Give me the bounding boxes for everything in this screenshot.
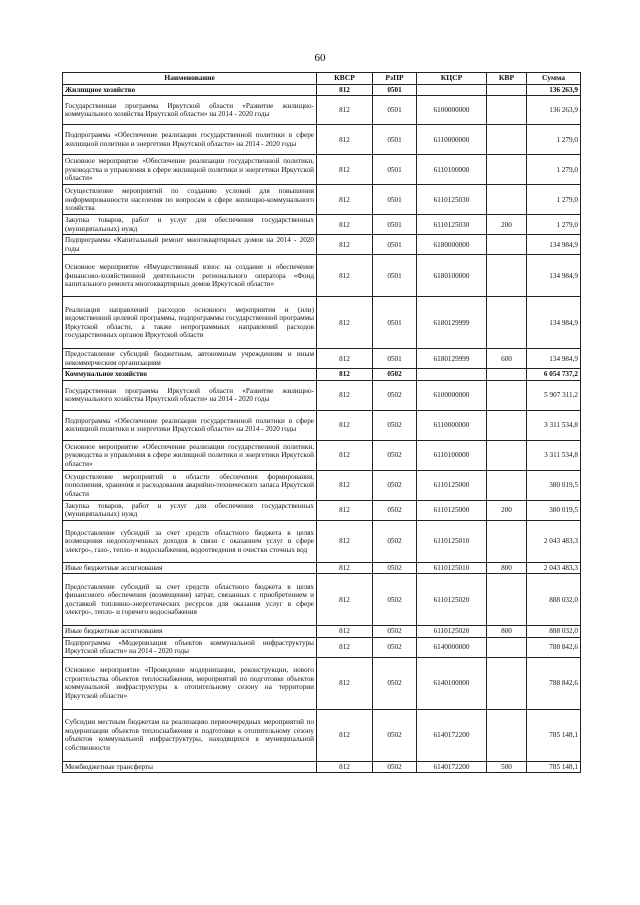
row-name: Коммунальное хозяйство [63,369,317,380]
row-kcsr: 6110125000 [417,470,487,500]
row-name: Реализация направлений расходов основного мероприятия и (или) ведомственной целевой программы, подпрограммы государственной программы Иркутской области, а также непрограммных направлений расходов государственных органов Иркутской области [63,297,317,349]
row-kvr: 800 [487,626,527,637]
table-row [63,96,581,125]
row-rzpr: 0502 [373,500,417,520]
row-kvr [487,657,527,709]
row-name: Основное мероприятие «Проведение модернизации, реконструкции, нового строительства объектов теплоснабжения, мероприятий по подготовке объектов коммунальной инфраструктуры к отопительному сезону на территории Иркутской области» [63,657,317,709]
page-number: 60 [314,52,326,64]
row-sum: 785 148,1 [527,709,581,761]
row-kvsr: 812 [317,440,373,470]
table-body [63,84,581,772]
row-kcsr: 6180129999 [417,349,487,369]
row-kcsr: 6100000000 [417,96,487,125]
row-rzpr: 0502 [373,369,417,380]
table-row [63,297,581,349]
row-kvsr: 812 [317,185,373,215]
row-sum: 136 263,9 [527,96,581,125]
table-row [63,255,581,297]
row-kvsr: 812 [317,562,373,573]
table-row [63,500,581,520]
row-sum: 134 984,9 [527,255,581,297]
table-row [63,761,581,772]
row-sum: 1 279,0 [527,125,581,155]
table-row [63,440,581,470]
row-kvr [487,709,527,761]
row-name: Подпрограмма «Обеспечение реализации государственной политики в сфере жилищной политики и энергетики Иркутской области» на 2014 - 2020 годы [63,410,317,440]
row-rzpr: 0502 [373,574,417,626]
row-kvsr: 812 [317,657,373,709]
row-sum: 1 279,0 [527,155,581,185]
row-rzpr: 0502 [373,657,417,709]
row-rzpr: 0501 [373,297,417,349]
row-kcsr: 6110000000 [417,125,487,155]
row-kvsr: 812 [317,574,373,626]
row-kcsr: 6180129999 [417,297,487,349]
row-rzpr: 0501 [373,349,417,369]
header-kvr: КВР [487,73,527,85]
row-kvsr: 812 [317,380,373,410]
row-kvr [487,440,527,470]
row-rzpr: 0501 [373,185,417,215]
row-kvr [487,84,527,95]
row-name: Государственная программа Иркутской области «Развитие жилищно-коммунального хозяйства Иркутской области» на 2014 - 2020 годы [63,96,317,125]
row-kvsr: 812 [317,520,373,562]
row-kvsr: 812 [317,255,373,297]
row-kcsr [417,84,487,95]
table-row [63,185,581,215]
row-name: Закупка товаров, работ и услуг для обеспечения государственных (муниципальных) нужд [63,215,317,235]
row-kcsr: 6140100000 [417,657,487,709]
row-kvsr: 812 [317,626,373,637]
row-kvr [487,637,527,657]
row-kvr [487,369,527,380]
row-kvsr: 812 [317,470,373,500]
row-sum: 6 054 737,2 [527,369,581,380]
row-name: Закупка товаров, работ и услуг для обеспечения государственных (муниципальных) нужд [63,500,317,520]
table-row [63,84,581,95]
row-sum: 1 279,0 [527,185,581,215]
row-kvsr: 812 [317,125,373,155]
row-rzpr: 0502 [373,470,417,500]
row-kvsr: 812 [317,761,373,772]
row-kvr [487,155,527,185]
budget-table [62,72,581,773]
row-kcsr: 6110125020 [417,626,487,637]
row-kvsr: 812 [317,235,373,255]
header-rzpr: РзПР [373,73,417,85]
row-rzpr: 0501 [373,155,417,185]
row-name: Иные бюджетные ассигнования [63,626,317,637]
row-kcsr: 6110125010 [417,562,487,573]
row-sum: 136 263,9 [527,84,581,95]
row-kcsr: 6110100000 [417,155,487,185]
row-rzpr: 0501 [373,84,417,95]
row-name: Государственная программа Иркутской области «Развитие жилищно-коммунального хозяйства Иркутской области» на 2014 - 2020 годы [63,380,317,410]
table-row [63,215,581,235]
row-kcsr: 6110000000 [417,410,487,440]
row-sum: 3 311 534,8 [527,410,581,440]
row-sum: 134 984,9 [527,235,581,255]
row-kvr [487,96,527,125]
row-kvsr: 812 [317,500,373,520]
row-sum: 5 907 311,2 [527,380,581,410]
row-sum: 788 842,6 [527,637,581,657]
row-name: Осуществление мероприятий в области обеспечения формирования, пополнения, хранения и расходования аварийно-технического запаса Иркутской области [63,470,317,500]
row-kcsr: 6110125030 [417,185,487,215]
row-rzpr: 0502 [373,562,417,573]
row-rzpr: 0502 [373,410,417,440]
row-kvsr: 812 [317,410,373,440]
table-row [63,562,581,573]
row-kcsr: 6180100000 [417,255,487,297]
row-sum: 1 279,0 [527,215,581,235]
table-row [63,349,581,369]
row-kvsr: 812 [317,84,373,95]
row-kvr: 200 [487,500,527,520]
row-kvsr: 812 [317,637,373,657]
table-row [63,369,581,380]
row-kcsr: 6110125030 [417,215,487,235]
table-row [63,637,581,657]
row-rzpr: 0501 [373,125,417,155]
row-sum: 380 019,5 [527,470,581,500]
row-kvr [487,574,527,626]
row-kvr: 600 [487,349,527,369]
row-name: Межбюджетные трансферты [63,761,317,772]
row-sum: 134 984,9 [527,349,581,369]
row-kcsr [417,369,487,380]
row-name: Подпрограмма «Обеспечение реализации государственной политики в сфере жилищной политики и энергетики Иркутской области» на 2014 - 2020 годы [63,125,317,155]
row-rzpr: 0502 [373,440,417,470]
row-kvr [487,255,527,297]
row-name: Основное мероприятие «Обеспечение реализации государственной политики, руководства и управления в сфере жилищной политики и энергетики Иркутской области» [63,440,317,470]
row-sum: 380 019,5 [527,500,581,520]
row-sum: 788 842,6 [527,657,581,709]
row-name: Основное мероприятие «Обеспечение реализации государственной политики, руководства и управления в сфере жилищной политики и энергетики Иркутской области» [63,155,317,185]
row-kvr [487,125,527,155]
row-rzpr: 0502 [373,761,417,772]
row-name: Предоставление субсидий за счет средств областного бюджета в целях возмещения недополученных доходов в связи с оказанием услуг в сфере электро-, газо-, тепло- и водоснабжения, водоотведения и очистки сточных вод [63,520,317,562]
row-sum: 134 984,9 [527,297,581,349]
row-sum: 888 032,0 [527,574,581,626]
table-row [63,626,581,637]
row-kcsr: 6140172200 [417,709,487,761]
row-rzpr: 0501 [373,255,417,297]
row-kcsr: 6110125020 [417,574,487,626]
row-kvr [487,410,527,440]
row-kvr [487,235,527,255]
header-sum: Сумма [527,73,581,85]
header-name: Наименование [63,73,317,85]
table-row [63,235,581,255]
row-kcsr: 6180000000 [417,235,487,255]
row-kcsr: 6140000000 [417,637,487,657]
row-name: Основное мероприятие «Имущественный взнос на создание и обеспечение финансово-хозяйственной деятельности регионального оператора «Фонд капитального ремонта многоквартирных домов Иркутской области» [63,255,317,297]
header-kvsr: КВСР [317,73,373,85]
row-name: Субсидии местным бюджетам на реализацию первоочередных мероприятий по модернизации объектов теплоснабжения и подготовке к отопительному сезону объектов коммунальной инфраструктуры, находящихся в муниципальной собственности [63,709,317,761]
row-kvsr: 812 [317,709,373,761]
row-sum: 2 043 483,3 [527,520,581,562]
row-kvsr: 812 [317,369,373,380]
row-sum: 2 043 483,3 [527,562,581,573]
row-kvr: 800 [487,562,527,573]
table-row [63,125,581,155]
table-row [63,657,581,709]
table-row [63,155,581,185]
table-header-row [63,73,581,85]
row-sum: 888 032,0 [527,626,581,637]
row-rzpr: 0502 [373,626,417,637]
row-kvsr: 812 [317,215,373,235]
row-kvr [487,520,527,562]
row-rzpr: 0501 [373,96,417,125]
row-kvr: 500 [487,761,527,772]
table-row [63,520,581,562]
row-name: Предоставление субсидий за счет средств областного бюджета в целях финансового обеспечения (возмещения) затрат, связанных с приобретением и доставкой топливно-энергетических ресурсов для оказания услуг в сфере электро-, тепло- и горячего водоснабжения [63,574,317,626]
row-kvsr: 812 [317,155,373,185]
row-kcsr: 6110100000 [417,440,487,470]
row-name: Подпрограмма «Модернизация объектов коммунальной инфраструктуры Иркутской области» на 2014 - 2020 годы [63,637,317,657]
row-kvr [487,185,527,215]
row-kcsr: 6100000000 [417,380,487,410]
row-rzpr: 0502 [373,520,417,562]
row-kvr [487,470,527,500]
row-kvr [487,297,527,349]
row-name: Жилищное хозяйство [63,84,317,95]
table-row [63,574,581,626]
row-kvsr: 812 [317,349,373,369]
row-name: Предоставление субсидий бюджетным, автономным учреждениям и иным некоммерческим организациям [63,349,317,369]
row-kvsr: 812 [317,96,373,125]
row-sum: 3 311 534,8 [527,440,581,470]
row-rzpr: 0502 [373,637,417,657]
row-kvsr: 812 [317,297,373,349]
table-row [63,470,581,500]
row-name: Подпрограмма «Капитальный ремонт многоквартирных домов на 2014 - 2020 годы [63,235,317,255]
row-rzpr: 0502 [373,380,417,410]
row-rzpr: 0502 [373,709,417,761]
table-row [63,410,581,440]
row-sum: 785 148,1 [527,761,581,772]
row-kcsr: 6110125010 [417,520,487,562]
row-kcsr: 6140172200 [417,761,487,772]
row-name: Иные бюджетные ассигнования [63,562,317,573]
header-kcsr: КЦСР [417,73,487,85]
row-kvr [487,380,527,410]
row-rzpr: 0501 [373,215,417,235]
table-row [63,380,581,410]
table-row [63,709,581,761]
row-kcsr: 6110125000 [417,500,487,520]
row-name: Осуществление мероприятий по созданию условий для повышения информированности населения по вопросам в сфере жилищно-коммунального хозяйства [63,185,317,215]
row-rzpr: 0501 [373,235,417,255]
row-kvr: 200 [487,215,527,235]
